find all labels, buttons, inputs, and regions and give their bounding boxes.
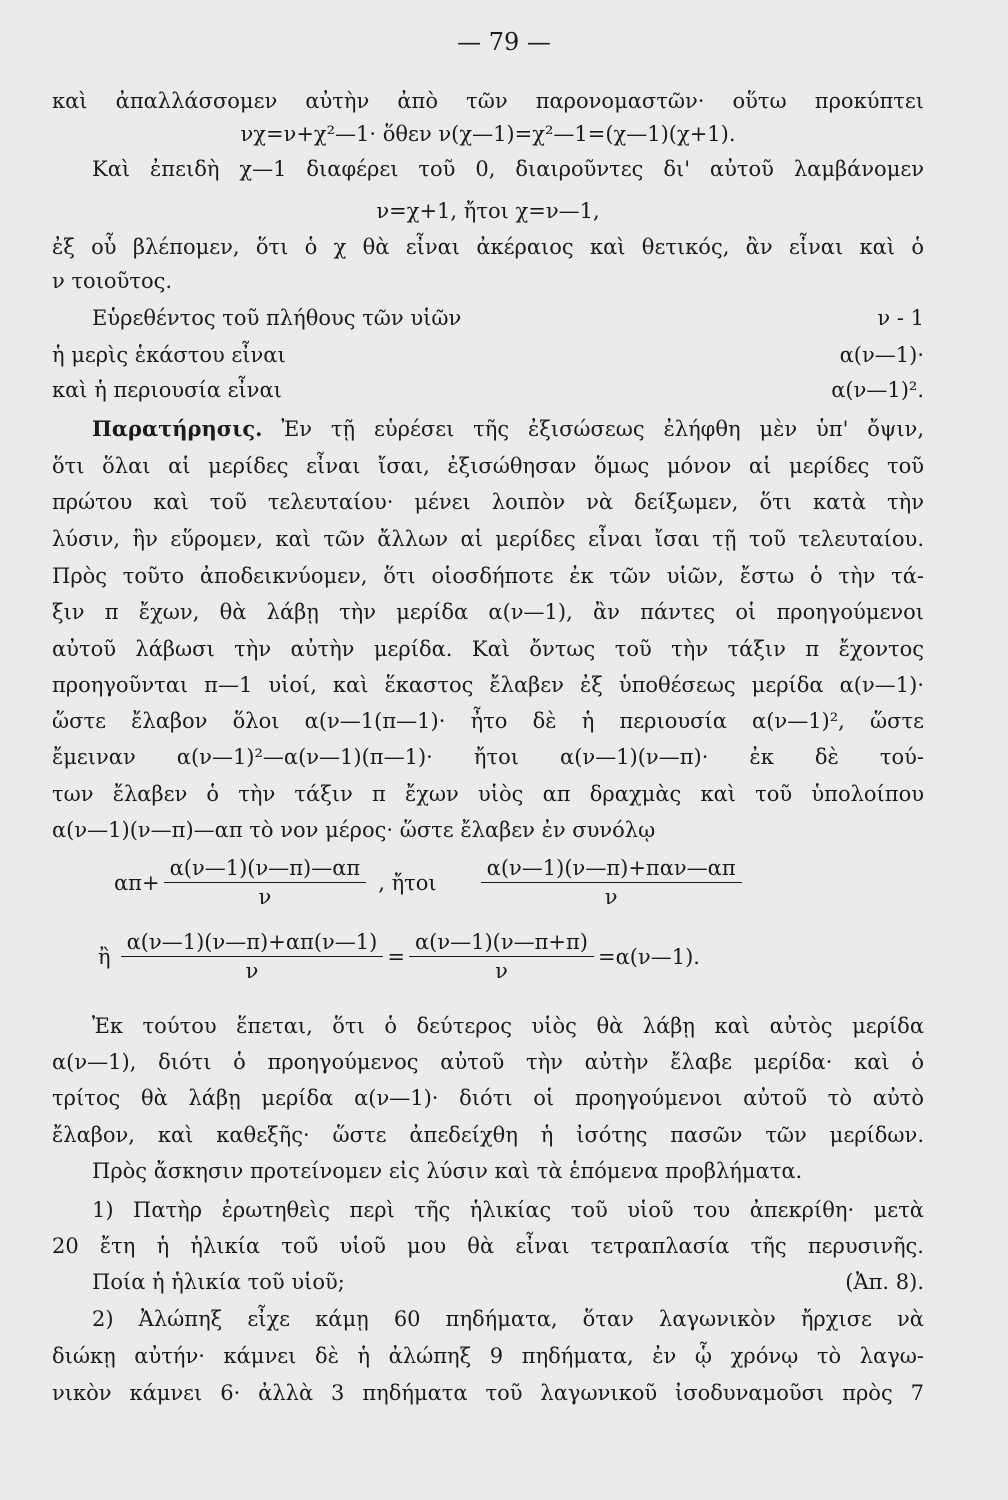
result-label: καὶ ἡ περιουσία εἶναι: [52, 378, 282, 402]
text-line: ἔμειναν α(ν—1)²—α(ν—1)(π—1)· ἤτοι α(ν—1)(ν—π)· ἐκ δὲ τού-: [52, 745, 924, 769]
fraction-equation-1: [52, 856, 924, 909]
text-line: λύσιν, ἣν εὕρομεν, καὶ τῶν ἄλλων αἱ μερίδες εἶναι ἴσαι τῇ τοῦ τελευταίου.: [52, 527, 924, 551]
text-line: ἔλαβον, καὶ καθεξῆς· ὥστε ἀπεδείχθη ἡ ἰσότης πασῶν τῶν μερίδων.: [52, 1123, 924, 1147]
text-line: των ἔλαβεν ὁ τὴν τάξιν π ἔχων υἱὸς απ δραχμὰς καὶ τοῦ ὑπολοίπου: [52, 782, 924, 806]
denominator: ν: [258, 885, 272, 909]
problem-1-line: 1) Πατὴρ ἐρωτηθεὶς περὶ τῆς ἡλικίας τοῦ υἱοῦ του ἀπεκρίθη· μετὰ: [92, 1198, 924, 1222]
result-value: α(ν—1)·: [839, 343, 924, 367]
text-line: πρώτου καὶ τοῦ τελευταίου· μένει λοιπὸν νὰ δείξωμεν, ὅτι κατὰ τὴν: [52, 490, 924, 514]
problem-2-line: 2) Ἀλώπηξ εἶχε κάμῃ 60 πηδήματα, ὅταν λαγωνικὸν ἤρχισε νὰ: [92, 1307, 924, 1331]
page-number: — 79 —: [457, 28, 551, 56]
problem-1-line: 20 ἔτη ἡ ἡλικία τοῦ υἱοῦ μου θὰ εἶναι τετραπλασία τῆς περυσινῆς.: [52, 1234, 924, 1258]
text-line: Ἐκ τούτου ἕπεται, ὅτι ὁ δεύτερος υἱὸς θὰ λάβῃ καὶ αὐτὸς μερίδα: [92, 1014, 924, 1038]
fraction: [409, 930, 594, 983]
text-line: Πρὸς τοῦτο ἀποδεικνύομεν, ὅτι οἱοσδήποτε ἐκ τῶν υἱῶν, ἔστω ὁ τὴν τά-: [52, 564, 924, 588]
denominator: ν: [245, 959, 259, 983]
result-label: ἡ μερὶς ἑκάστου εἶναι: [52, 343, 286, 367]
text-line: ὥστε ἔλαβον ὅλοι α(ν—1(π—1)· ἦτο δὲ ἡ περιουσία α(ν—1)², ὥστε: [52, 709, 924, 733]
problem-1-line: [52, 1267, 924, 1297]
text-line: προηγοῦνται π—1 υἱοί, καὶ ἕκαστος ἔλαβεν ἐξ ὑποθέσεως μερίδα α(ν—1)·: [52, 673, 924, 697]
text-line: ν τοιοῦτος.: [52, 269, 173, 293]
text-line: αὐτοῦ λάβωσι τὴν αὐτὴν μερίδα. Καὶ ὄντως τοῦ τὴν τάξιν π ἔχοντος: [52, 637, 924, 661]
result-value: ν - 1: [877, 306, 924, 330]
equation-line: ν=χ+1, ἤτοι χ=ν—1,: [376, 199, 600, 223]
remark-heading: Παρατήρησις.: [92, 416, 263, 441]
equation-tail: =α(ν—1).: [598, 944, 700, 969]
numerator: α(ν—1)(ν—π+π): [409, 930, 594, 957]
result-row: [52, 303, 924, 333]
remark-first-line: [52, 414, 924, 444]
equation-lead: απ+: [114, 870, 160, 895]
text-line: ἐξ οὗ βλέπομεν, ὅτι ὁ χ θὰ εἶναι ἀκέραιος καὶ θετικός, ἂν εἶναι καὶ ὁ: [52, 235, 924, 259]
remark-text: Ἐν τῇ εὑρέσει τῆς ἐξισώσεως ἐλήφθη μὲν ὑπ' ὄψιν,: [281, 417, 924, 441]
problem-answer: (Ἀπ. 8).: [845, 1270, 924, 1294]
numerator: α(ν—1)(ν—π)+απ(ν—1): [121, 930, 384, 957]
problem-2-line: νικὸν κάμνει 6· ἀλλὰ 3 πηδήματα τοῦ λαγωνικοῦ ἰσοδυναμοῦσι πρὸς 7: [52, 1381, 924, 1405]
numerator: α(ν—1)(ν—π)—απ: [164, 856, 367, 883]
equation-lead: ἢ: [98, 944, 111, 969]
text-line: καὶ ἀπαλλάσσομεν αὐτὴν ἀπὸ τῶν παρονομαστῶν· οὕτω προκύπτει: [52, 89, 924, 113]
result-label: Εὑρεθέντος τοῦ πλήθους τῶν υἱῶν: [92, 306, 462, 330]
text-line: ὅτι ὅλαι αἱ μερίδες εἶναι ἴσαι, ἐξισώθησαν ὅμως μόνον αἱ μερίδες τοῦ: [52, 454, 924, 478]
result-row: [52, 375, 924, 405]
text-line: τρίτος θὰ λάβῃ μερίδα α(ν—1)· διότι οἱ προηγούμενοι αὐτοῦ τὸ αὐτὸ: [52, 1086, 924, 1110]
problem-2-line: διώκῃ αὐτήν· κάμνει δὲ ἡ ἀλώπηξ 9 πηδήματα, ἐν ᾧ χρόνῳ τὸ λαγω-: [52, 1344, 924, 1368]
result-row: [52, 340, 924, 370]
equation-separator: , ἤτοι: [378, 870, 437, 895]
equation-line: νχ=ν+χ²—1· ὅθεν ν(χ—1)=χ²—1=(χ—1)(χ+1).: [240, 122, 736, 146]
fraction: [164, 856, 367, 909]
equals-sign: =: [387, 944, 405, 969]
text-line: ξιν π ἔχων, θὰ λάβῃ τὴν μερίδα α(ν—1), ἂν πάντες οἱ προηγούμενοι: [52, 600, 924, 624]
fraction: [481, 856, 742, 909]
text-line: Πρὸς ἄσκησιν προτείνομεν εἰς λύσιν καὶ τὰ ἑπόμενα προβλήματα.: [92, 1159, 803, 1183]
problem-question: Ποία ἡ ἡλικία τοῦ υἱοῦ;: [92, 1270, 345, 1294]
text-line: α(ν—1), διότι ὁ προηγούμενος αὐτοῦ τὴν αὐτὴν ἔλαβε μερίδα· καὶ ὁ: [52, 1050, 924, 1074]
text-line: Καὶ ἐπειδὴ χ—1 διαφέρει τοῦ 0, διαιροῦντες δι' αὐτοῦ λαμβάνομεν: [92, 157, 924, 181]
denominator: ν: [495, 959, 508, 983]
result-value: α(ν—1)².: [831, 378, 924, 402]
numerator: α(ν—1)(ν—π)+παν—απ: [481, 856, 742, 883]
fraction: [121, 930, 384, 983]
denominator: ν: [604, 885, 618, 909]
text-line: α(ν—1)(ν—π)—απ τὸ νον μέρος· ὥστε ἔλαβεν ἐν συνόλῳ: [52, 818, 656, 842]
fraction-equation-2: [52, 930, 924, 983]
